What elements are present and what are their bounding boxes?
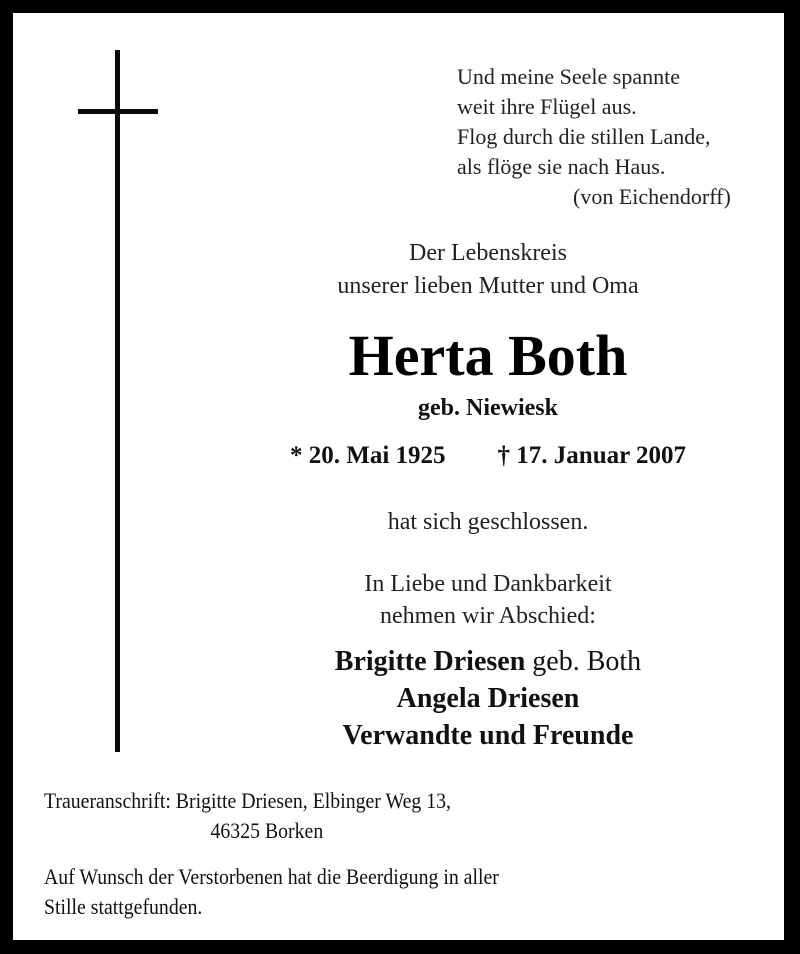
poem-author: (von Eichendorff) bbox=[573, 184, 731, 209]
poem-line: weit ihre Flügel aus. bbox=[457, 94, 637, 119]
address-line: 46325 Borken bbox=[210, 818, 324, 843]
intro-line: Der Lebenskreis bbox=[409, 240, 567, 266]
mourners-list bbox=[213, 643, 763, 754]
mourner-name: Verwandte und Freunde bbox=[342, 720, 634, 751]
life-dates bbox=[213, 439, 763, 473]
poem-line: Und meine Seele spannte bbox=[457, 64, 680, 89]
mourner bbox=[213, 643, 763, 680]
mourner-name: Brigitte Driesen bbox=[334, 646, 526, 677]
maiden-name: geb. Niewiesk bbox=[418, 395, 558, 421]
funeral-note bbox=[44, 862, 728, 922]
mourner bbox=[213, 680, 763, 717]
intro-text bbox=[213, 237, 763, 303]
note-line: Stille stattgefunden. bbox=[44, 894, 203, 919]
poem-line: Flog durch die stillen Lande, bbox=[457, 124, 711, 149]
cross-icon bbox=[115, 50, 120, 752]
closing-text: hat sich geschlossen. bbox=[387, 509, 589, 535]
address-line: Brigitte Driesen, Elbinger Weg 13, bbox=[175, 788, 451, 813]
death-date: † 17. Januar 2007 bbox=[497, 442, 686, 469]
address-label: Traueranschrift: bbox=[44, 788, 171, 813]
mourner-suffix: geb. Both bbox=[525, 646, 642, 677]
farewell-line: nehmen wir Abschied: bbox=[380, 603, 596, 629]
mourner-name: Angela Driesen bbox=[396, 683, 580, 714]
intro-line: unserer lieben Mutter und Oma bbox=[337, 273, 639, 299]
note-line: Auf Wunsch der Verstorbenen hat die Beerdigung in aller bbox=[44, 864, 499, 889]
birth-date: * 20. Mai 1925 bbox=[290, 442, 446, 469]
farewell-line: In Liebe und Dankbarkeit bbox=[364, 571, 612, 597]
mourner bbox=[213, 717, 763, 754]
poem-line: als flöge sie nach Haus. bbox=[457, 154, 666, 179]
poem-quote bbox=[457, 62, 731, 212]
deceased-name: Herta Both bbox=[348, 323, 628, 388]
farewell-text bbox=[213, 568, 763, 632]
cross-icon-crossbar bbox=[78, 109, 158, 114]
mourning-address bbox=[44, 786, 451, 846]
